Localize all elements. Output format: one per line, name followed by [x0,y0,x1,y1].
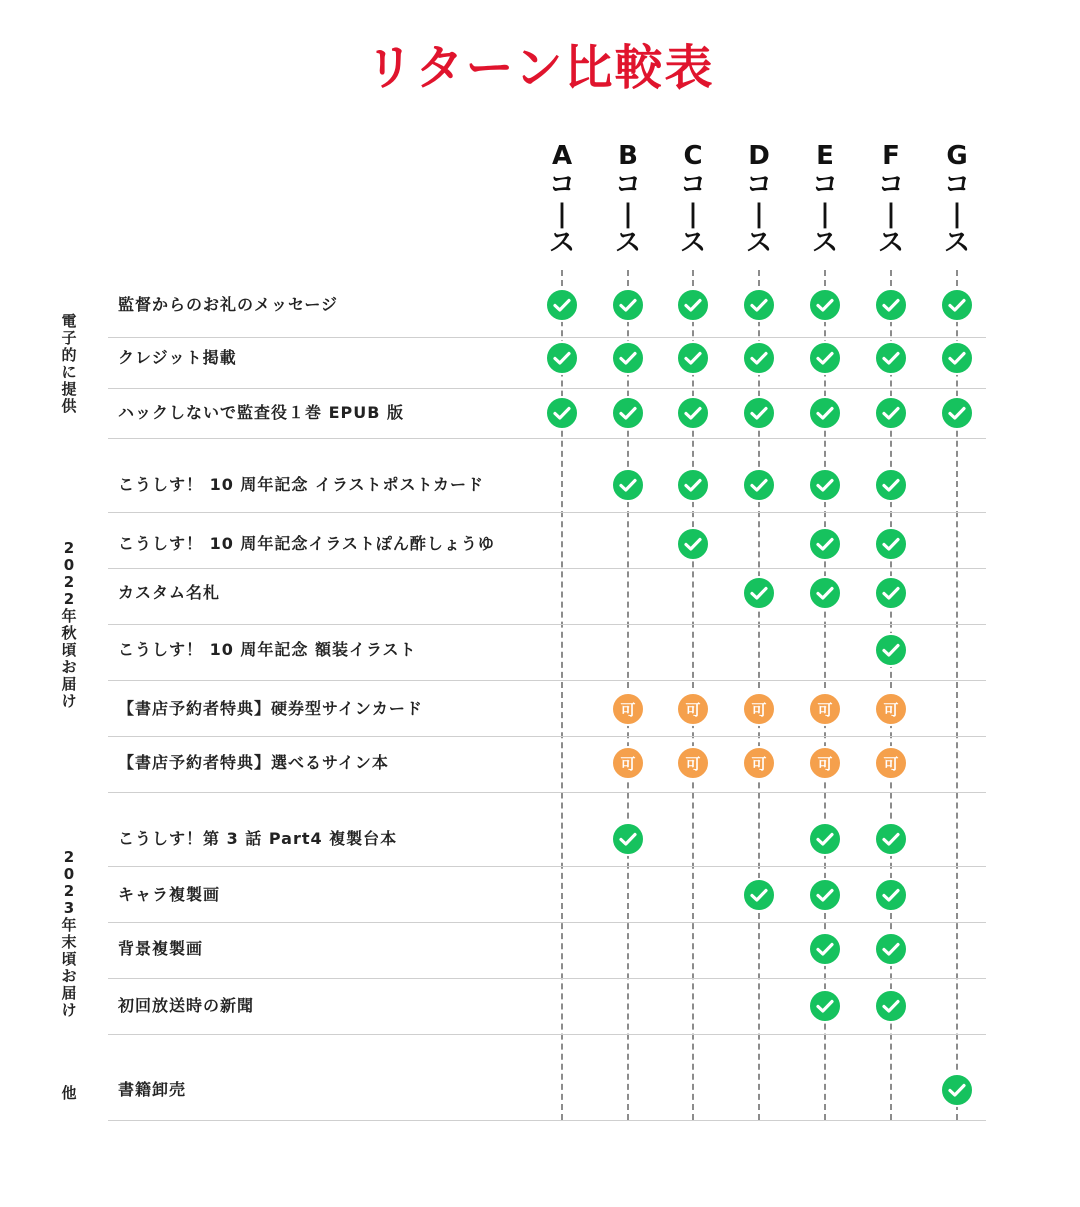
check-icon [808,878,842,912]
check-icon [940,396,974,430]
check-icon [676,341,710,375]
check-icon [808,527,842,561]
group-label: 電 子 的 に 提 供 [61,312,77,415]
course-header: A コ | ス [548,141,575,258]
row-label: 書籍卸売 [118,1080,187,1099]
check-icon [874,288,908,322]
available-badge: 可 [676,692,710,726]
available-badge: 可 [874,692,908,726]
available-badge: 可 [874,746,908,780]
course-header: F コ | ス [877,141,904,258]
check-icon [808,822,842,856]
check-icon [808,989,842,1023]
check-icon [874,576,908,610]
page-title: リターン比較表 [365,40,715,96]
check-icon [808,341,842,375]
check-icon [742,396,776,430]
check-icon [874,878,908,912]
check-icon [940,288,974,322]
check-icon [940,341,974,375]
available-badge: 可 [742,692,776,726]
row-divider [108,792,986,793]
check-icon [611,341,645,375]
row-divider [108,680,986,681]
row-divider [108,1034,986,1035]
course-header: C コ | ス [679,141,706,258]
group-label: 2 0 2 2 年 秋 頃 お 届 け [61,539,77,710]
row-divider [108,438,986,439]
row-label: クレジット掲載 [118,348,237,367]
check-icon [676,527,710,561]
row-label: こうしす！ 10 周年記念イラストぽん酢しょうゆ [118,534,495,553]
course-header: D コ | ス [745,141,772,258]
check-icon [742,468,776,502]
row-divider [108,568,986,569]
row-label: 初回放送時の新聞 [118,996,255,1015]
check-icon [611,822,645,856]
row-label: キャラ複製画 [118,885,221,904]
check-icon [611,288,645,322]
group-label: 2 0 2 3 年 末 頃 お 届 け [61,848,77,1019]
check-icon [808,576,842,610]
check-icon [742,341,776,375]
available-badge: 可 [611,692,645,726]
check-icon [545,341,579,375]
check-icon [874,822,908,856]
check-icon [874,396,908,430]
check-icon [808,396,842,430]
course-header: B コ | ス [614,141,641,258]
row-divider [108,624,986,625]
check-icon [742,576,776,610]
row-label: 【書店予約者特典】選べるサイン本 [118,753,389,772]
row-divider [108,1120,986,1121]
check-icon [676,468,710,502]
check-icon [742,878,776,912]
check-icon [874,989,908,1023]
check-icon [808,468,842,502]
row-label: こうしす！第 3 話 Part4 複製台本 [118,829,398,848]
check-icon [611,396,645,430]
check-icon [874,341,908,375]
check-icon [874,932,908,966]
row-label: こうしす！ 10 周年記念 イラストポストカード [118,475,485,494]
course-header: G コ | ス [943,141,970,258]
row-label: 【書店予約者特典】硬券型サインカード [118,699,423,718]
row-divider [108,922,986,923]
row-divider [108,337,986,338]
row-divider [108,978,986,979]
check-icon [545,396,579,430]
row-divider [108,388,986,389]
available-badge: 可 [676,746,710,780]
check-icon [940,1073,974,1107]
check-icon [676,288,710,322]
check-icon [874,527,908,561]
check-icon [808,288,842,322]
row-label: 監督からのお礼のメッセージ [118,295,339,314]
available-badge: 可 [808,692,842,726]
row-divider [108,512,986,513]
check-icon [545,288,579,322]
course-header: E コ | ス [811,141,838,258]
row-divider [108,736,986,737]
available-badge: 可 [611,746,645,780]
available-badge: 可 [742,746,776,780]
group-label: 他 [61,1084,77,1102]
check-icon [874,468,908,502]
row-label: ハックしないで監査役１巻 EPUB 版 [118,403,404,422]
available-badge: 可 [808,746,842,780]
check-icon [874,633,908,667]
check-icon [611,468,645,502]
check-icon [742,288,776,322]
check-icon [676,396,710,430]
row-label: こうしす！ 10 周年記念 額装イラスト [118,640,417,659]
row-divider [108,866,986,867]
check-icon [808,932,842,966]
row-label: 背景複製画 [118,939,204,958]
row-label: カスタム名札 [118,583,221,602]
